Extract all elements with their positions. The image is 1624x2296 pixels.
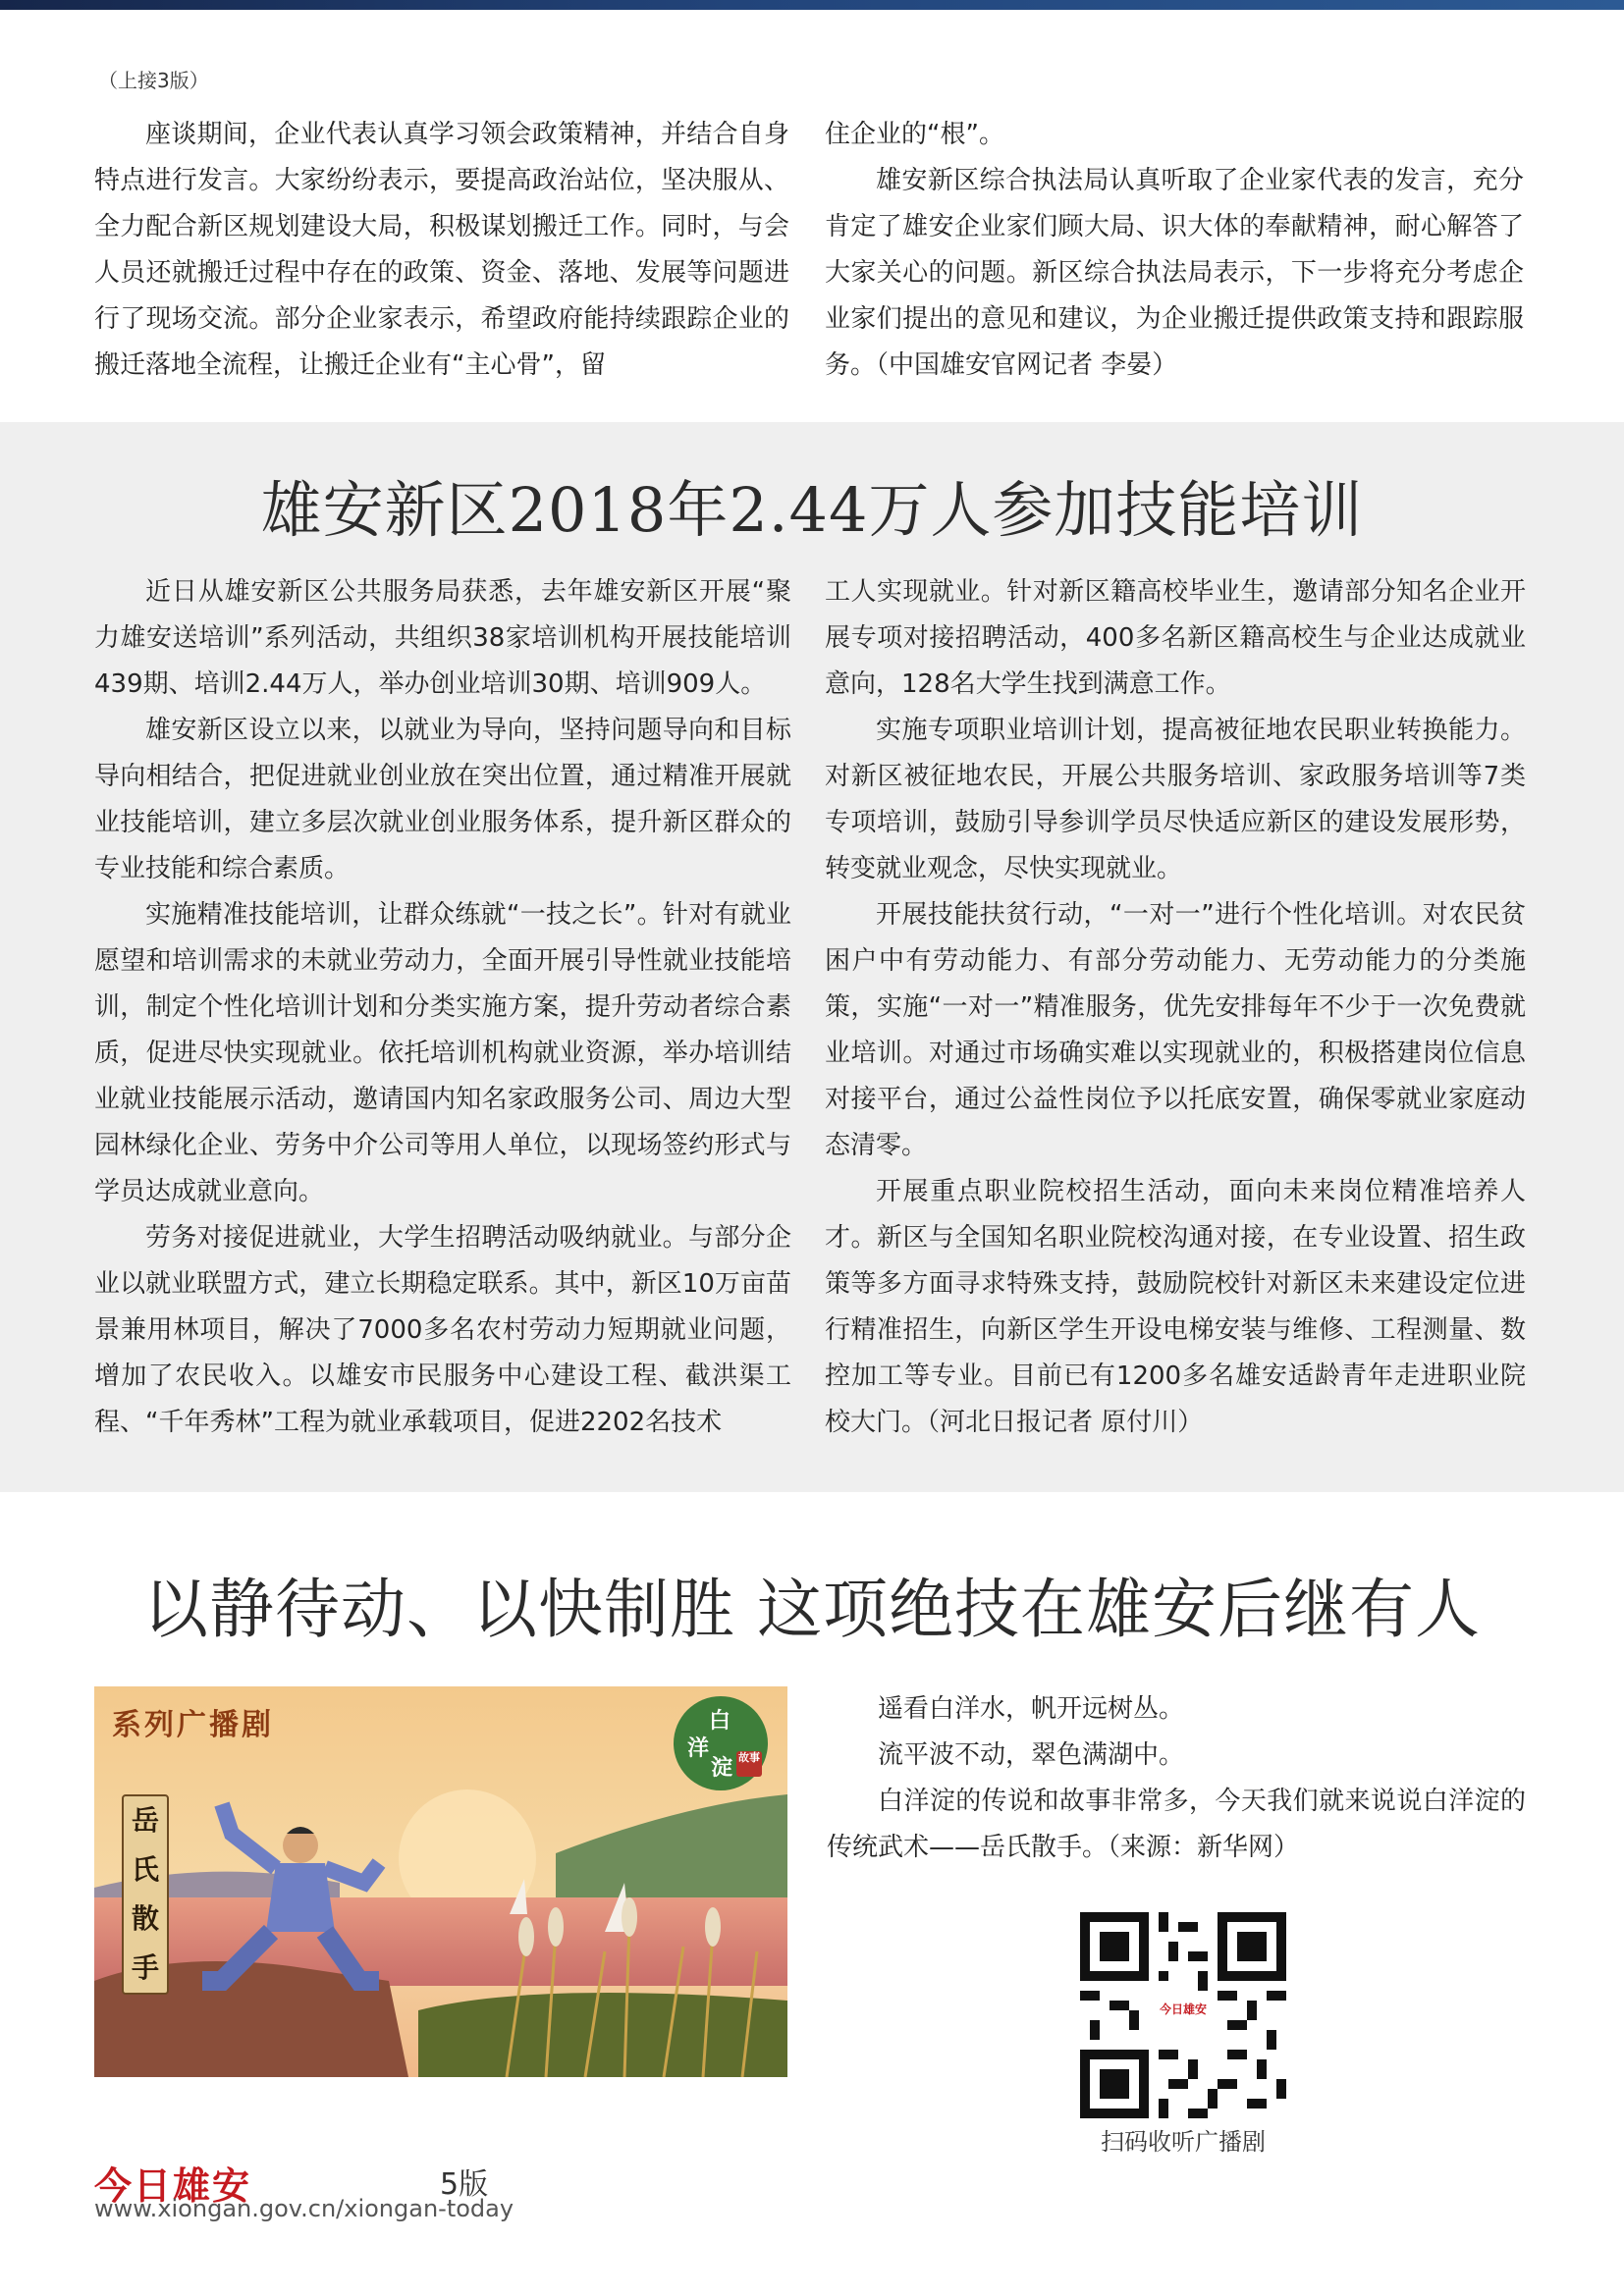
- qr-code[interactable]: [1080, 1912, 1286, 2118]
- paragraph: 白洋淀的传说和故事非常多，今天我们就来说说白洋淀的传统武术——岳氏散手。（来源：新华网）: [827, 1787, 1526, 1862]
- qr-caption: 扫码收听广播剧: [1101, 2128, 1266, 2156]
- article-headline: 以静待动、以快制胜 这项绝技在雄安后继有人: [143, 1572, 1481, 1647]
- article-left-column: [94, 569, 791, 1446]
- paragraph: 近日从雄安新区公共服务局获悉，去年雄安新区开展“聚力雄安送培训”系列活动，共组织38家培训机构开展技能培训439期、培训2.44万人，举办创业培训30期、培训909人。: [94, 577, 791, 699]
- title-sign: [122, 1794, 169, 1995]
- badge-stamp: 故事: [736, 1751, 762, 1777]
- poem-line: 遥看白洋水，帆开远树丛。: [878, 1694, 1185, 1724]
- publication-url[interactable]: www.xiongan.gov.cn/xiongan-today: [94, 2195, 514, 2222]
- article-text-column: [827, 1686, 1526, 1871]
- baiyangdian-story-badge: [674, 1696, 768, 1790]
- paragraph: 开展重点职业院校招生活动，面向未来岗位精准培养人才。新区与全国知名职业院校沟通对接，在专业设置、招生政策等多方面寻求特殊支持，鼓励院校针对新区未来建设定位进行精准招生，向新区学生开设电梯安装与维修、工程测量、数控加工等专业。目前已有1200多名雄安适龄青年走进职业院校大门。（河北日报记者 原付川）: [825, 1177, 1526, 1437]
- paragraph: 雄安新区设立以来，以就业为导向，坚持问题导向和目标导向相结合，把促进就业创业放在突出位置，通过精准开展就业技能培训，建立多层次就业创业服务体系，提升新区群众的专业技能和综合素质。: [94, 716, 791, 883]
- sign-char: 岳: [131, 1804, 159, 1837]
- page-number: 5版: [440, 2167, 489, 2202]
- top-color-bar: [0, 0, 1624, 10]
- paragraph: 雄安新区综合执法局认真听取了企业家代表的发言，充分肯定了雄安企业家们顾大局、识大体的奉献精神，耐心解答了大家关心的问题。新区综合执法局表示，下一步将充分考虑企业家们提出的意见和建议，为企业搬迁提供政策支持和跟踪服务。（中国雄安官网记者 李晏）: [825, 166, 1524, 380]
- sign-char: 散: [131, 1902, 159, 1935]
- sign-char: 手: [131, 1951, 159, 1984]
- publication-logo: 今日雄安: [94, 2163, 252, 2208]
- radio-drama-illustration: [94, 1686, 787, 2077]
- paragraph: 劳务对接促进就业，大学生招聘活动吸纳就业。与部分企业以就业联盟方式，建立长期稳定联系。其中，新区10万亩苗景兼用林项目，解决了7000多名农村劳动力短期就业问题，增加了农民收入。以雄安市民服务中心建设工程、截洪渠工程、“千年秀林”工程为就业承载项目，促进2202名技术: [94, 1223, 791, 1437]
- article-headline: 雄安新区2018年2.44万人参加技能培训: [260, 474, 1364, 546]
- article-right-column: [825, 569, 1526, 1446]
- paragraph-continuation: 住企业的“根”。: [825, 120, 1004, 149]
- paragraph: 实施专项职业培训计划，提高被征地农民职业转换能力。对新区被征地农民，开展公共服务培训、家政服务培训等7类专项培训，鼓励引导参训学员尽快适应新区的建设发展形势，转变就业观念，尽快实现就业。: [825, 716, 1526, 883]
- paragraph: 座谈期间，企业代表认真学习领会政策精神，并结合自身特点进行发言。大家纷纷表示，要提高政治站位，坚决服从、全力配合新区规划建设大局，积极谋划搬迁工作。同时，与会人员还就搬迁过程中存在的政策、资金、落地、发展等问题进行了现场交流。部分企业家表示，希望政府能持续跟踪企业的搬迁落地全流程，让搬迁企业有“主心骨”，留: [94, 120, 789, 380]
- badge-char: 白: [709, 1708, 731, 1734]
- paragraph-continuation: 工人实现就业。针对新区籍高校毕业生，邀请部分知名企业开展专项对接招聘活动，400多名新区籍高校生与企业达成就业意向，128名大学生找到满意工作。: [825, 577, 1526, 699]
- top-article-right-column: [825, 112, 1524, 389]
- qr-center-logo: 今日雄安: [1159, 2002, 1207, 2016]
- continued-from-label: （上接3版）: [98, 69, 209, 92]
- paragraph: 开展技能扶贫行动，“一对一”进行个性化培训。对农民贫困户中有劳动能力、有部分劳动能力、无劳动能力的分类施策，实施“一对一”精准服务，优先安排每年不少于一次免费就业培训。对通过市场确实难以实现就业的，积极搭建岗位信息对接平台，通过公益性岗位予以托底安置，确保零就业家庭动态清零。: [825, 900, 1526, 1160]
- top-article-left-column: [94, 112, 789, 389]
- badge-char: 淀: [711, 1755, 733, 1781]
- badge-char: 洋: [687, 1735, 710, 1761]
- sign-char: 氏: [131, 1853, 159, 1886]
- poem-line: 流平波不动，翠色满湖中。: [878, 1740, 1185, 1770]
- series-label: 系列广播剧: [112, 1708, 274, 1742]
- paragraph: 实施精准技能培训，让群众练就“一技之长”。针对有就业愿望和培训需求的未就业劳动力，全面开展引导性就业技能培训，制定个性化培训计划和分类实施方案，提升劳动者综合素质，促进尽快实现就业。依托培训机构就业资源，举办培训结业就业技能展示活动，邀请国内知名家政服务公司、周边大型园林绿化企业、劳务中介公司等用人单位，以现场签约形式与学员达成就业意向。: [94, 900, 791, 1206]
